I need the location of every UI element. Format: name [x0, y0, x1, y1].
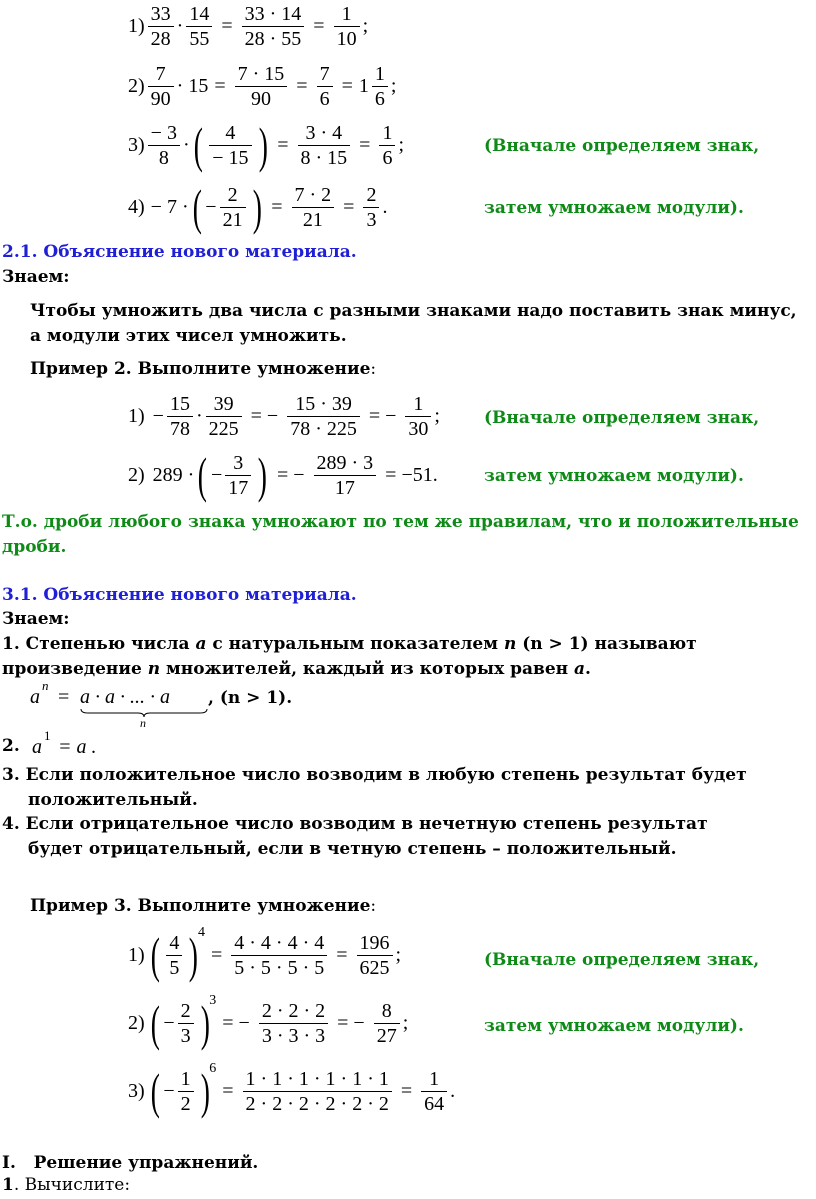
fraction: $\frac{2}{3}$ — [178, 999, 194, 1048]
fraction: $\frac{3}{17}$ — [225, 451, 251, 500]
fraction: $\frac{7 \cdot 2}{21}$ — [292, 183, 335, 232]
fraction: $\frac{8}{27}$ — [374, 999, 400, 1048]
fraction: $\frac{289 \cdot 3}{17}$ — [314, 451, 377, 500]
example-2-title: Пример 2. Выполните умножение: — [30, 359, 377, 379]
example-1-4: 4) − 7 · ( − $\frac{2}{21}$ ) = $\frac{7 \cdot 2}{21}$ = $\frac{2}{3}$ . — [128, 179, 388, 235]
fraction: $\frac{- 3}{8}$ — [148, 121, 180, 170]
note-mult: затем умножаем модули). — [484, 198, 744, 218]
section-3-item-2: 2. a 1 = a . — [2, 728, 97, 758]
fraction: $\frac{4}{- 15}$ — [209, 121, 251, 170]
section-3-know: Знаем: — [2, 609, 70, 629]
fraction: $\frac{33}{28}$ — [148, 2, 174, 51]
fraction: $\frac{4 \cdot 4 \cdot 4 \cdot 4}{5 \cdot 5 \cdot 5 \cdot 5}$ — [231, 931, 327, 980]
section-4-task: 1. Вычислите: — [2, 1175, 131, 1195]
note-sign-3: (Вначале определяем знак, — [484, 950, 760, 970]
fraction: $\frac{1 \cdot 1 \cdot 1 \cdot 1 \cdot 1 \cdot 1}{2 \cdot 2 \cdot 2 \cdot 2 \cdot 2 \cdot 2}$ — [243, 1067, 392, 1116]
fraction: $\frac{39}{225}$ — [206, 392, 242, 441]
example-1-3: 3) $\frac{- 3}{8}$ · ( $\frac{4}{- 15}$ ) = $\frac{3 \cdot 4}{8 \cdot 15}$ = $\frac{1}{6}$ ; — [128, 117, 405, 173]
section-2-title: 2.1. Объяснение нового материала. — [2, 242, 357, 262]
fraction: $\frac{7}{90}$ — [148, 62, 174, 111]
fraction: $\frac{1}{10}$ — [334, 2, 360, 51]
section-3-item-1: 1. Степенью числа a с натуральным показателем n (n > 1) называют произведение n множителей, каждый из которых равен a. — [2, 634, 697, 679]
fraction: $\frac{3 \cdot 4}{8 \cdot 15}$ — [298, 121, 351, 170]
example-1-1: 1) $\frac{33}{28}$ · $\frac{14}{55}$ = $\frac{33 \cdot 14}{28 \cdot 55}$ = $\frac{1}{10}$ ; — [128, 3, 369, 50]
note-sign-2: (Вначале определяем знак, — [484, 408, 760, 428]
section-3-item-3: 3. Если положительное число возводим в любую степень результат будет положительный. — [2, 765, 747, 810]
section-2-conclusion: Т.о. дроби любого знака умножают по тем же правилам, что и положительные дроби. — [2, 512, 799, 557]
fraction: $\frac{1}{2}$ — [178, 1067, 194, 1116]
fraction: $\frac{196}{625}$ — [357, 931, 393, 980]
note-mult-3: затем умножаем модули). — [484, 1016, 744, 1036]
fraction: $\frac{7 \cdot 15}{90}$ — [235, 62, 288, 111]
example-3-3: 3) ( − $\frac{1}{2}$ ) 6 = $\frac{1 \cdot 1 \cdot 1 \cdot 1 \cdot 1 \cdot 1}{2 \cdot 2 \cdot 2 \cdot 2 \cdot 2 \cdot 2}$ = $\frac{1}{64}$ . — [128, 1061, 456, 1119]
fraction: $\frac{33 \cdot 14}{28 \cdot 55}$ — [242, 2, 305, 51]
note-sign: (Вначале определяем знак, — [484, 136, 760, 156]
fraction: $\frac{1}{30}$ — [405, 392, 431, 441]
example-1-2: 2) $\frac{7}{90}$ · 15 = $\frac{7 \cdot 15}{90}$ = $\frac{7}{6}$ = 1 $\frac{1}{6}$ ; — [128, 63, 397, 110]
fraction: $\frac{1}{6}$ — [372, 62, 388, 111]
section-3-title: 3.1. Объяснение нового материала. — [2, 585, 357, 605]
fraction: $\frac{15}{78}$ — [167, 392, 193, 441]
fraction: $\frac{7}{6}$ — [317, 62, 333, 111]
fraction: $\frac{4}{5}$ — [166, 931, 182, 980]
section-4-title: I. Решение упражнений. — [2, 1153, 259, 1173]
section-2-know: Знаем: — [2, 267, 70, 287]
section-2-rule: Чтобы умножить два числа с разными знаками надо поставить знак минус, а модули этих чисел умножить. — [30, 301, 797, 346]
fraction: $\frac{2 \cdot 2 \cdot 2}{3 \cdot 3 \cdot 3}$ — [259, 999, 328, 1048]
fraction: $\frac{14}{55}$ — [186, 2, 212, 51]
fraction: $\frac{2}{3}$ — [363, 183, 379, 232]
example-3-2: 2) ( − $\frac{2}{3}$ ) 3 = − $\frac{2 \cdot 2 \cdot 2}{3 \cdot 3 \cdot 3}$ = − $\frac{8}{27}$ ; — [128, 993, 409, 1051]
fraction: $\frac{15 \cdot 39}{78 \cdot 225}$ — [287, 392, 360, 441]
fraction: $\frac{2}{21}$ — [220, 183, 246, 232]
example-3-title: Пример 3. Выполните умножение: — [30, 896, 377, 916]
example-2-1: 1) − $\frac{15}{78}$ · $\frac{39}{225}$ = − $\frac{15 \cdot 39}{78 \cdot 225}$ = − $\frac{1}{30}$ ; — [128, 393, 440, 440]
example-3-1: 1) ( $\frac{4}{5}$ ) 4 = $\frac{4 \cdot 4 \cdot 4 \cdot 4}{5 \cdot 5 \cdot 5 \cdot 5}$ = $\frac{196}{625}$ ; — [128, 925, 402, 983]
power-formula: a n = a · a · ... · a n , (n > 1). — [30, 678, 293, 730]
fraction: $\frac{1}{64}$ — [421, 1067, 447, 1116]
section-3-item-4: 4. Если отрицательное число возводим в нечетную степень результат будет отрицательный, если в четную степень – положительный. — [2, 814, 708, 859]
example-2-2: 2) 289 · ( − $\frac{3}{17}$ ) = − $\frac{289 \cdot 3}{17}$ = −51. — [128, 447, 438, 503]
note-mult-2: затем умножаем модули). — [484, 466, 744, 486]
fraction: $\frac{1}{6}$ — [379, 121, 395, 170]
